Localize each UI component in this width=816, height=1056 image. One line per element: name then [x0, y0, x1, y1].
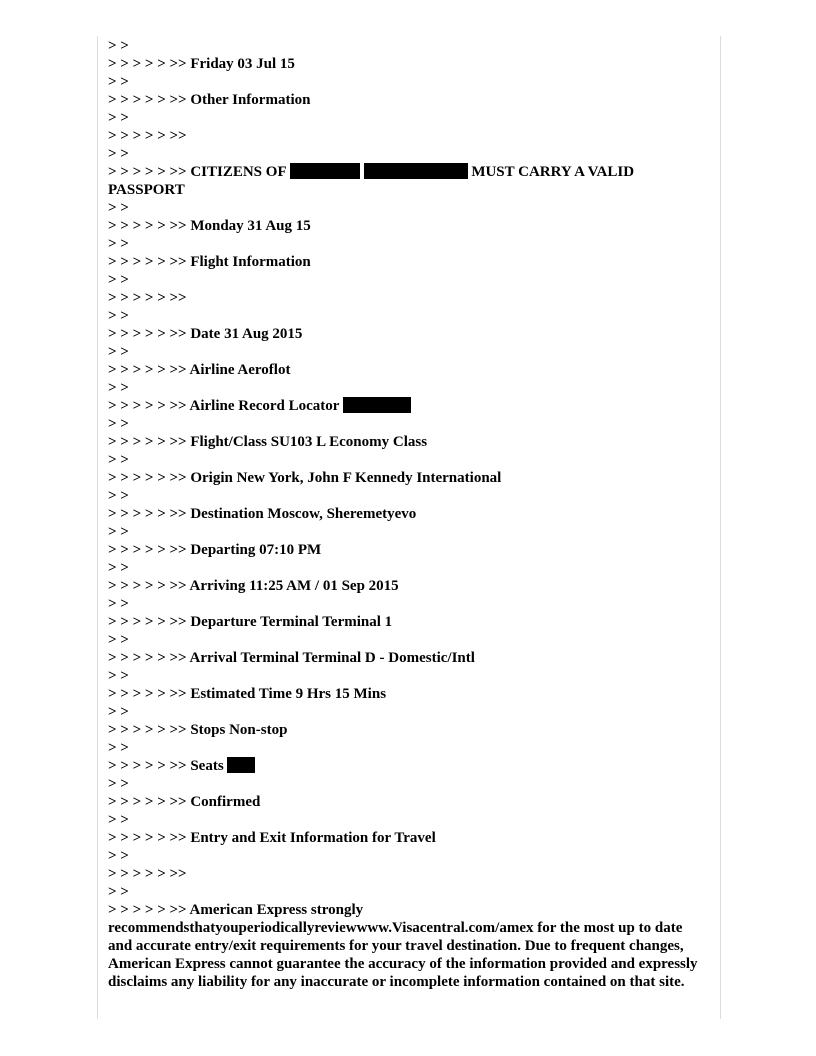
record-locator — [108, 397, 708, 415]
section-heading: > > > > > >> Flight Information — [108, 254, 311, 270]
redaction-block — [364, 163, 468, 179]
quote-line: > > > > > >> — [108, 866, 187, 882]
quote-line: > > — [108, 236, 129, 252]
quote-line: > > — [108, 704, 129, 720]
quote-line: > > — [108, 848, 129, 864]
quote-line: > > — [108, 308, 129, 324]
redaction-block — [227, 757, 255, 773]
quote-line: > > — [108, 200, 129, 216]
passport-notice-suffix: MUST CARRY A VALID PASSPORT — [108, 164, 638, 198]
quote-line: > > > > > >> — [108, 128, 187, 144]
quote-line: > > — [108, 380, 129, 396]
origin: > > > > > >> Origin New York, John F Kennedy International — [108, 470, 502, 486]
quote-line: > > > > > >> — [108, 290, 187, 306]
departing: > > > > > >> Departing 07:10 PM — [108, 542, 322, 558]
departure-terminal: > > > > > >> Departure Terminal Terminal 1 — [108, 614, 393, 630]
flight-class: > > > > > >> Flight/Class SU103 L Economy Class — [108, 434, 428, 450]
quote-line: > > — [108, 344, 129, 360]
quote-line: > > — [108, 560, 129, 576]
quote-line: > > — [108, 596, 129, 612]
quote-line: > > — [108, 488, 129, 504]
redaction-block — [343, 397, 411, 413]
quote-line: > > — [108, 884, 129, 900]
disclaimer-paragraph: > > > > > >> American Express strongly recommendsthatyouperiodicallyreviewwww.Visacentral.com/amex for the most up to date and accurate entry/exit requirements for your travel destination. Due to frequent changes, American Express cannot guarantee the accuracy of the information provided and expressly disclaims any liability for any inaccurate or incomplete information contained on that site. — [108, 902, 702, 990]
section-heading: > > > > > >> Other Information — [108, 92, 311, 108]
seats-label: > > > > > >> Seats — [108, 758, 224, 774]
quote-line: > > — [108, 74, 129, 90]
quote-line: > > — [108, 110, 129, 126]
seats — [108, 757, 708, 775]
quote-line: > > — [108, 776, 129, 792]
quote-line: > > — [108, 146, 129, 162]
stops: > > > > > >> Stops Non-stop — [108, 722, 288, 738]
quote-line: > > — [108, 668, 129, 684]
quote-line: > > — [108, 632, 129, 648]
arrival-terminal: > > > > > >> Arrival Terminal Terminal D - Domestic/Intl — [108, 650, 475, 666]
date-line: > > > > > >> Friday 03 Jul 15 — [108, 56, 295, 72]
airline: > > > > > >> Airline Aeroflot — [108, 362, 291, 378]
quote-line: > > — [108, 38, 129, 54]
date-line: > > > > > >> Monday 31 Aug 15 — [108, 218, 311, 234]
section-heading: > > > > > >> Entry and Exit Information for Travel — [108, 830, 436, 846]
destination: > > > > > >> Destination Moscow, Sheremetyevo — [108, 506, 417, 522]
flight-date: > > > > > >> Date 31 Aug 2015 — [108, 326, 303, 342]
quote-line: > > — [108, 812, 129, 828]
quote-line: > > — [108, 272, 129, 288]
quote-line: > > — [108, 416, 129, 432]
quote-line: > > — [108, 740, 129, 756]
status-confirmed: > > > > > >> Confirmed — [108, 794, 261, 810]
estimated-time: > > > > > >> Estimated Time 9 Hrs 15 Mins — [108, 686, 387, 702]
passport-notice-prefix: > > > > > >> CITIZENS OF — [108, 164, 287, 180]
email-body — [108, 37, 708, 991]
passport-notice — [108, 163, 708, 199]
arriving: > > > > > >> Arriving 11:25 AM / 01 Sep 2015 — [108, 578, 399, 594]
quote-line: > > — [108, 452, 129, 468]
record-locator-label: > > > > > >> Airline Record Locator — [108, 398, 340, 414]
redaction-block — [290, 163, 360, 179]
quote-line: > > — [108, 524, 129, 540]
